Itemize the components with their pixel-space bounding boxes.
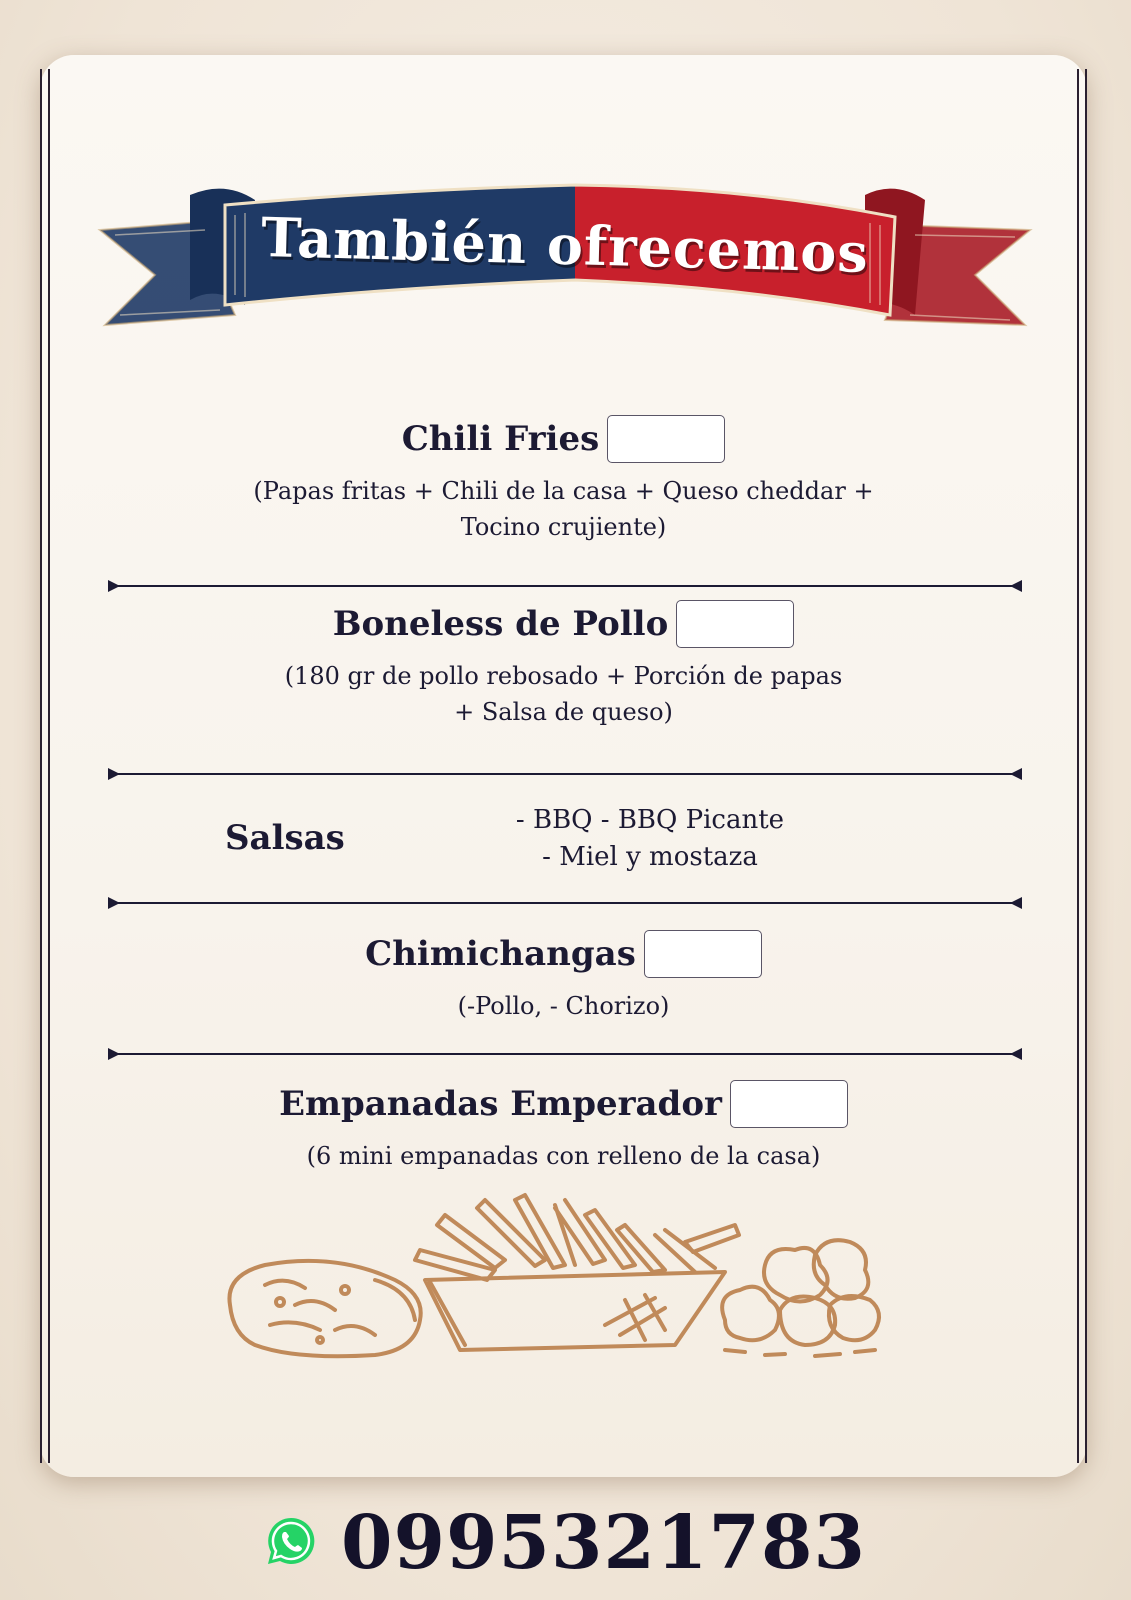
food-illustration: [225, 1180, 905, 1400]
section-divider: [108, 1053, 1022, 1055]
salsas-option-line: - Miel y mostaza: [542, 842, 758, 872]
menu-item-empanadas: [40, 1080, 1087, 1174]
price-box: [644, 930, 762, 978]
item-description: [40, 473, 1087, 545]
phone-number[interactable]: 0995321783: [341, 1500, 866, 1586]
section-divider: [108, 773, 1022, 775]
burrito-icon: [229, 1261, 420, 1356]
price-box: [676, 600, 794, 648]
title-banner: [95, 175, 1035, 360]
menu-item-chimichangas: [40, 930, 1087, 1024]
item-name: Chili Fries: [401, 419, 600, 459]
menu-item-boneless: [40, 600, 1087, 730]
item-description-line: (180 gr de pollo rebosado + Porción de papas: [284, 662, 843, 690]
salsas-label: Salsas: [225, 818, 345, 858]
item-description-line: (Papas fritas + Chili de la casa + Queso cheddar +: [253, 477, 874, 505]
price-box: [730, 1080, 848, 1128]
item-description-line: (6 mini empanadas con relleno de la casa): [306, 1142, 821, 1170]
item-description: [40, 988, 1087, 1024]
item-description-line: Tocino crujiente): [460, 513, 667, 541]
card-border-right: [1077, 69, 1087, 1463]
item-description: [40, 1138, 1087, 1174]
salsas-options: [470, 802, 830, 876]
salsas-option-line: - BBQ - BBQ Picante: [515, 805, 785, 835]
price-box: [607, 415, 725, 463]
item-description-line: (-Pollo, - Chorizo): [457, 992, 670, 1020]
card-border-left: [40, 69, 50, 1463]
item-name: Boneless de Pollo: [332, 604, 669, 644]
whatsapp-icon[interactable]: [265, 1515, 317, 1571]
fries-basket-icon: [415, 1195, 739, 1350]
nuggets-icon: [722, 1240, 879, 1356]
footer-contact: [0, 1500, 1131, 1586]
item-description: [40, 658, 1087, 730]
banner-title: También ofrecemos: [260, 205, 870, 285]
section-divider: [108, 902, 1022, 904]
item-name: Empanadas Emperador: [279, 1084, 722, 1124]
item-name: Chimichangas: [365, 934, 636, 974]
section-divider: [108, 585, 1022, 587]
item-description-line: + Salsa de queso): [454, 698, 673, 726]
menu-item-chili-fries: [40, 415, 1087, 545]
